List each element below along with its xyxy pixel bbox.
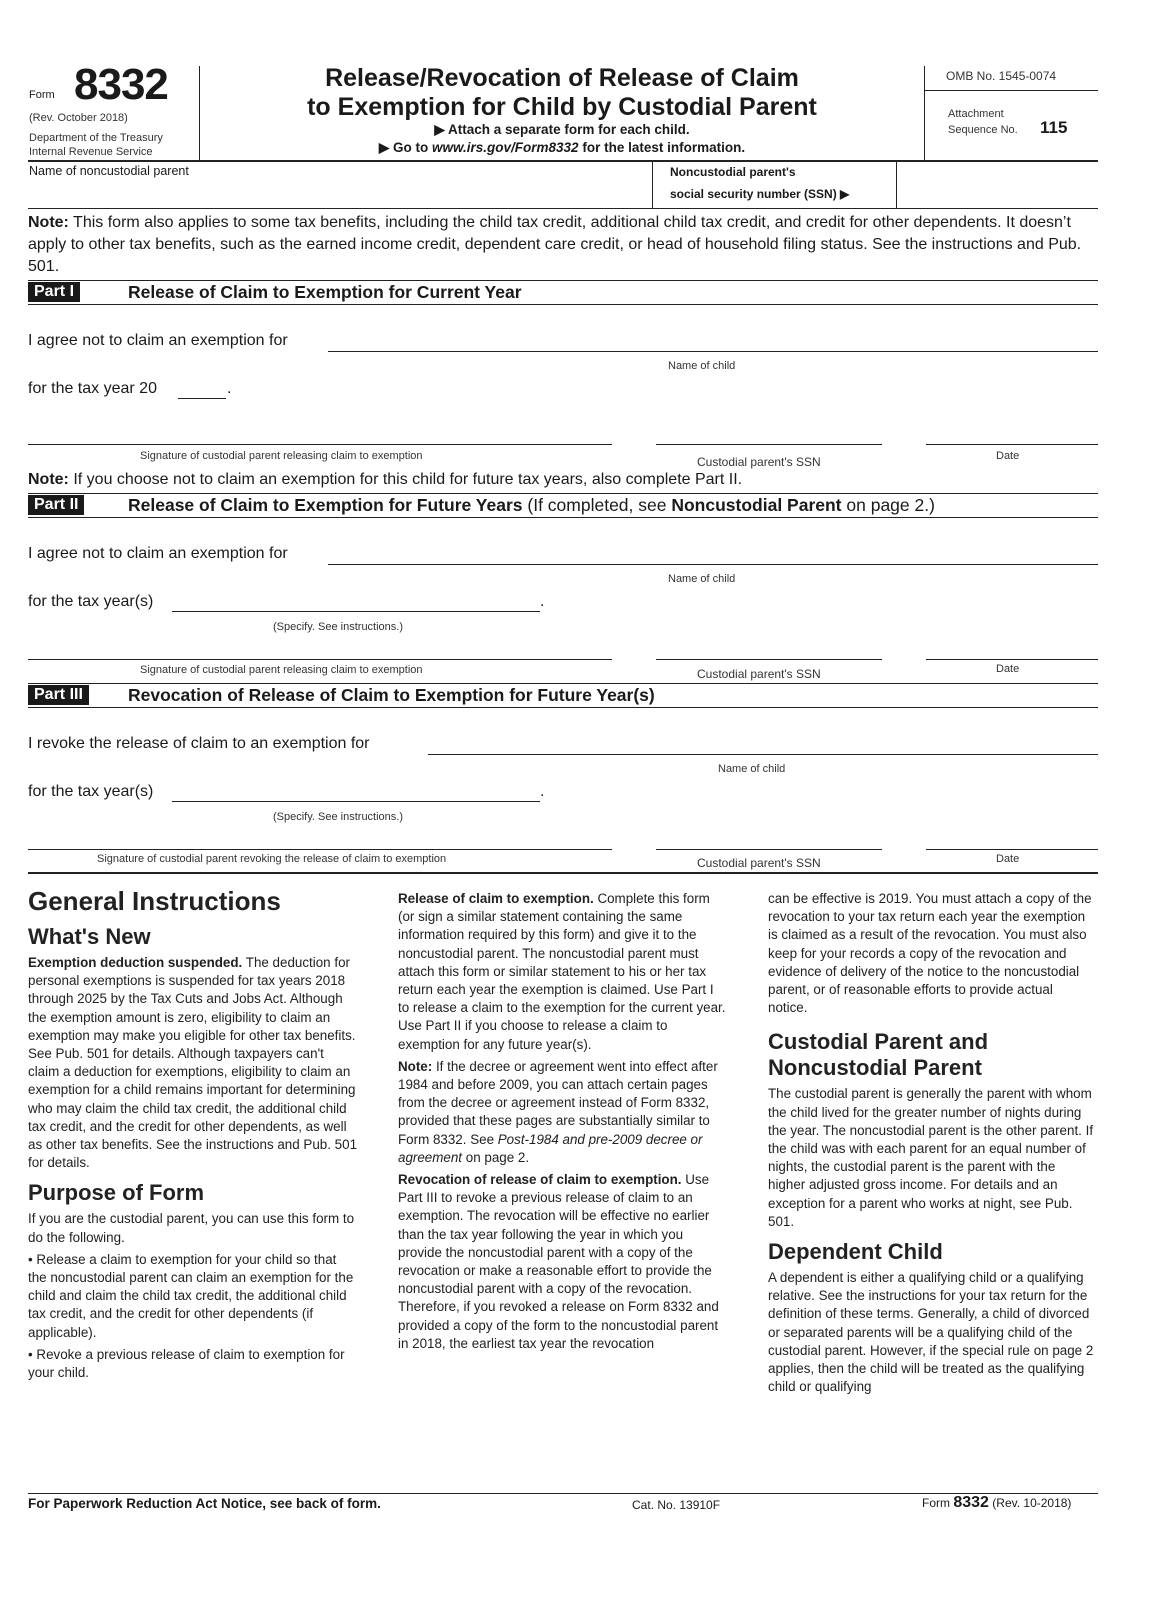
goto-prefix: ▶ Go to [378, 140, 433, 155]
decree-note-label: Note: [398, 1058, 433, 1074]
release-claim-text: Complete this form (or sign a similar statement containing the same information required by this form) and give it to the noncustodial parent. The noncustodial parent must attach this form or similar statement to his or her tax return each year the exemption is claimed. Use Part I to release a claim to the exemption for the current year. Use Part II if you choose to release a claim to exemption for any future year(s). [398, 891, 726, 1052]
part3-ssn-label: Custodial parent's SSN [697, 856, 821, 870]
part3-tax-years-period: . [540, 783, 545, 800]
sequence-label: Sequence No. [948, 124, 1018, 136]
noncustodial-name-label: Name of noncustodial parent [29, 164, 189, 178]
part3-name-of-child-label: Name of child [718, 763, 786, 775]
release-claim-label: Release of claim to exemption. [398, 891, 594, 906]
custodial-parent-paragraph: The custodial parent is generally the parent with whom the child lived for the greater number of nights during the year. The noncustodial parent is the other parent. If the child was with each parent for an equal number of nights, the custodial parent is the parent with the higher adjusted gross income. For details and an exception for a parent who works at night, see Pub. 501. [768, 1086, 1094, 1229]
irs: Internal Revenue Service [29, 146, 153, 158]
part3-tag: Part III [28, 685, 89, 705]
header-divider-right [924, 66, 925, 160]
department: Department of the Treasury [29, 132, 163, 144]
sequence-number: 115 [1040, 118, 1068, 137]
instructions-column-3 [768, 890, 1096, 1400]
name-row-divider [652, 161, 653, 208]
part1-note [28, 471, 742, 489]
exemption-suspended-paragraph [28, 954, 358, 1172]
footer-form-number: 8332 [953, 1494, 989, 1511]
purpose-paragraph: If you are the custodial parent, you can use this form to do the following. [28, 1211, 355, 1245]
part2-title-rule [28, 517, 1098, 518]
form-label: Form [29, 89, 55, 101]
part1-tax-year-period: . [227, 380, 232, 397]
form-title-line2: to Exemption for Child by Custodial Parent [307, 93, 817, 121]
noncustodial-ssn-label-1: Noncustodial parent's [670, 165, 796, 179]
part3-title-rule [28, 707, 1098, 708]
part1-signature-label: Signature of custodial parent releasing claim to exemption [140, 450, 423, 462]
part1-ssn-field[interactable] [656, 444, 882, 445]
part3-revoke-label: I revoke the release of claim to an exemption for [28, 735, 370, 752]
revocation-text: Use Part III to revoke a previous release of claim to an exemption. The revocation will be effective no earlier than the tax year following the year in which you provide the noncustodial parent with a copy of the revocation or make a reasonable effort to provide the noncustodial parent with a copy of the revocation. Therefore, if you revoked a release on Form 8332 and provided a copy of the form to the noncustodial parent in 2018, the earliest tax year the revocation [398, 1172, 719, 1351]
goto-instruction [200, 140, 924, 156]
part2-ssn-field[interactable] [656, 659, 882, 660]
attachment-label: Attachment [948, 108, 1004, 120]
omb-number: OMB No. 1545-0074 [946, 69, 1057, 83]
paperwork-notice: For Paperwork Reduction Act Notice, see back of form. [28, 1496, 381, 1511]
part2-child-name-field[interactable] [328, 564, 1098, 565]
footer-form-rev: (Rev. 10-2018) [992, 1496, 1072, 1510]
dependent-child-heading: Dependent Child [768, 1239, 943, 1265]
part1-title: Release of Claim to Exemption for Current Year [128, 282, 522, 302]
exemption-suspended-text: The deduction for personal exemptions is suspended for tax years 2018 through 2025 by the Tax Cuts and Jobs Act. Although the exemption amount is zero, eligibility to claim an exemption may make you eligible for other tax benefits. See Pub. 501 for details. Although taxpayers can't claim a deduction for exemptions, eligibility to claim an exemption for a child remains important for determining who may claim the child tax credit, the additional child tax credit, and the credit for other dependents, as well as other tax benefits. See the instructions and Pub. 501 for details. [28, 955, 358, 1171]
whats-new-heading: What's New [28, 924, 151, 949]
part2-title-main: Release of Claim to Exemption for Future Years [128, 495, 523, 515]
part3-signature-field[interactable] [28, 849, 612, 850]
part2-top-rule [28, 493, 1098, 494]
decree-note-paragraph [398, 1058, 728, 1167]
part3-tax-years-field[interactable] [172, 801, 540, 802]
part1-note-label: Note: [28, 471, 69, 488]
name-row-bottom-rule [28, 208, 1098, 209]
part2-tax-years-label: for the tax year(s) [28, 593, 154, 610]
top-note [28, 212, 1098, 278]
part3-ssn-field[interactable] [656, 849, 882, 850]
footer-form-id [922, 1494, 1071, 1512]
part1-title-rule [28, 304, 1098, 305]
part2-signature-field[interactable] [28, 659, 612, 660]
part1-signature-field[interactable] [28, 444, 612, 445]
decree-note-text: If the decree or agreement went into effect after 1984 and before 2009, you can attach certain pages from the decree or agreement instead of Form 8332, provided that these pages are substantially similar to Form 8332. See [398, 1058, 718, 1147]
part2-tax-years-field[interactable] [172, 611, 540, 612]
release-claim-paragraph [398, 890, 728, 1054]
noncustodial-ssn-field[interactable] [897, 162, 1097, 207]
part1-tag: Part I [28, 282, 80, 302]
purpose-bullet-revoke: • Revoke a previous release of claim to exemption for your child. [28, 1346, 345, 1381]
decree-note-reference: Post-1984 and pre-2009 decree or agreement [398, 1131, 703, 1165]
custodial-parent-heading: Custodial Parent and Noncustodial Parent [768, 1029, 989, 1081]
part2-title [128, 495, 935, 516]
part1-tax-year-field[interactable] [178, 398, 226, 399]
part3-top-rule [28, 683, 1098, 684]
purpose-heading: Purpose of Form [28, 1180, 205, 1206]
form-revision: (Rev. October 2018) [29, 112, 128, 124]
part2-title-link: Noncustodial Parent [671, 495, 842, 515]
dependent-child-paragraph: A dependent is either a qualifying child or a qualifying relative. See the instructions for your tax return for the definition of these terms. Generally, a child of divorced or separated parents will be a qualifying child of the custodial parent. However, if the special rule on page 2 applies, then the child will be treated as the qualifying child or qualifying [768, 1270, 1094, 1395]
part2-tax-years-period: . [540, 593, 545, 610]
part2-signature-label: Signature of custodial parent releasing claim to exemption [140, 664, 423, 676]
footer-form-prefix: Form [922, 1496, 950, 1510]
part2-agree-label: I agree not to claim an exemption for [28, 545, 288, 562]
form-title-line1: Release/Revocation of Release of Claim [325, 64, 799, 92]
decree-note-end: on page 2. [462, 1149, 530, 1165]
part2-name-of-child-label: Name of child [668, 573, 736, 585]
omb-divider [924, 90, 1098, 91]
part2-title-paren2: on page 2.) [841, 495, 935, 515]
part1-ssn-label: Custodial parent's SSN [697, 455, 821, 469]
revocation-label: Revocation of release of claim to exemption. [398, 1172, 682, 1188]
part3-specify-label: (Specify. See instructions.) [273, 811, 404, 823]
part3-title: Revocation of Release of Claim to Exemption for Future Year(s) [128, 685, 655, 705]
part1-date-field[interactable] [926, 444, 1098, 445]
part3-date-label: Date [996, 853, 1020, 865]
noncustodial-ssn-label-2: social security number (SSN) ▶ [670, 187, 850, 201]
top-note-text: This form also applies to some tax benefits, including the child tax credit, additional child tax credit, and credit for other dependents. It doesn’t apply to other tax benefits, such as the earned income credit, dependent care credit, or head of household filing status. See the instructions and Pub. 501. [28, 214, 1082, 275]
noncustodial-name-field[interactable] [28, 178, 652, 206]
top-note-label: Note: [28, 214, 69, 231]
part3-child-name-field[interactable] [428, 754, 1098, 755]
purpose-bullet-release: • Release a claim to exemption for your child so that the noncustodial parent can claim an exemption for the child and claim the child tax credit, the additional child tax credit, and the credit for other dependents (if applicable). [28, 1251, 354, 1340]
goto-suffix: for the latest information. [578, 140, 746, 155]
form-number: 8332 [74, 60, 168, 109]
part2-date-label: Date [996, 663, 1020, 675]
part1-child-name-field[interactable] [328, 351, 1098, 352]
part3-tax-years-label: for the tax year(s) [28, 783, 154, 800]
instructions-column-1 [28, 886, 358, 1386]
revocation-continued-paragraph: can be effective is 2019. You must attach a copy of the revocation to your tax return each year the exemption is claimed as a result of the revocation. You must also keep for your records a copy of the revocation and evidence of delivery of the notice to the noncustodial parent, or of reasonable efforts to provide actual notice. [768, 891, 1092, 1016]
part2-ssn-label: Custodial parent's SSN [697, 667, 821, 681]
irs-url-link[interactable]: www.irs.gov/Form8332 [432, 140, 579, 155]
general-instructions-heading: General Instructions [28, 886, 281, 916]
part1-top-rule [28, 280, 1098, 281]
part1-note-text: If you choose not to claim an exemption for this child for future tax years, also complete Part II. [68, 471, 743, 488]
part1-name-of-child-label: Name of child [668, 360, 736, 372]
part3-date-field[interactable] [926, 849, 1098, 850]
catalog-number: Cat. No. 13910F [632, 1498, 721, 1512]
part2-date-field[interactable] [926, 659, 1098, 660]
part1-tax-year-label: for the tax year 20 [28, 380, 157, 397]
form-bottom-rule [28, 872, 1098, 874]
instructions-column-2 [398, 890, 728, 1357]
part2-tag: Part II [28, 495, 84, 515]
part2-specify-label: (Specify. See instructions.) [273, 621, 404, 633]
exemption-suspended-label: Exemption deduction suspended. [28, 955, 243, 970]
part2-title-paren1: (If completed, see [522, 495, 672, 515]
part1-date-label: Date [996, 450, 1020, 462]
attach-instruction: ▶ Attach a separate form for each child. [434, 122, 690, 137]
part1-agree-label: I agree not to claim an exemption for [28, 332, 288, 349]
revocation-paragraph [398, 1171, 728, 1353]
part3-signature-label: Signature of custodial parent revoking the release of claim to exemption [97, 853, 447, 865]
